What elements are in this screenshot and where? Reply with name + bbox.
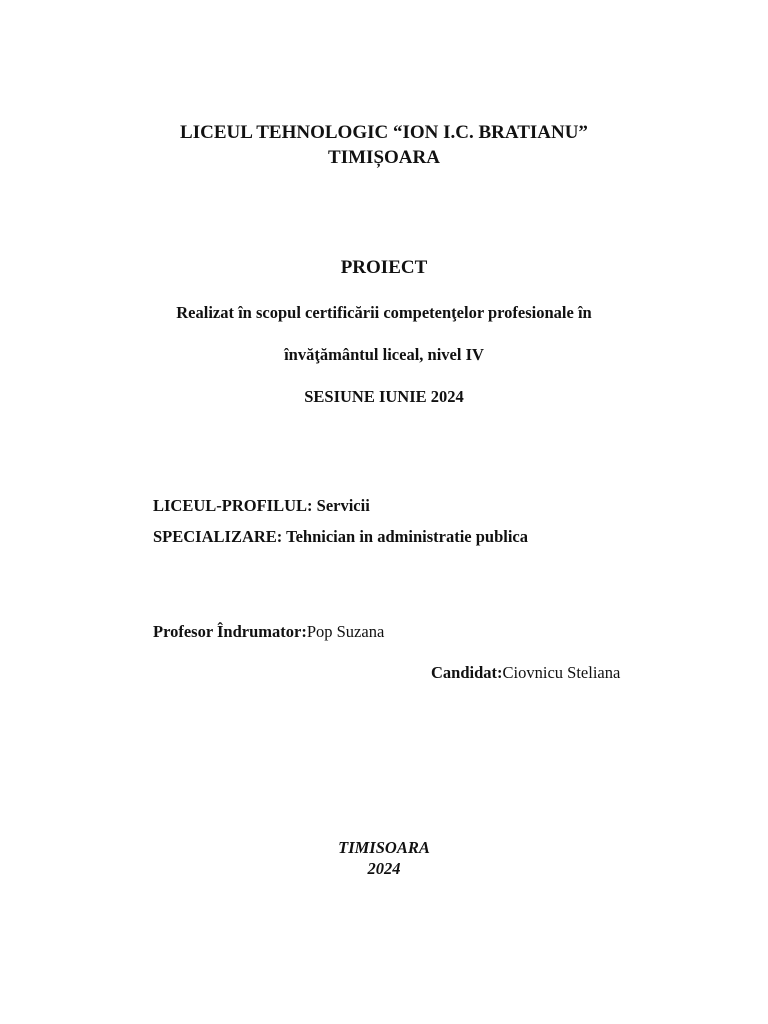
footer-year: 2024	[367, 859, 401, 878]
school-city: TIMIȘOARA	[328, 147, 440, 168]
specialization-label: SPECIALIZARE:	[153, 527, 283, 546]
subtitle-line-2: învăţământul liceal, nivel IV	[284, 345, 484, 364]
candidate-value: Ciovnicu Steliana	[502, 663, 621, 682]
profile-label: LICEUL-PROFILUL:	[153, 496, 313, 515]
teacher-value: Pop Suzana	[306, 622, 385, 641]
candidate-line	[431, 663, 620, 683]
profile-value: Servicii	[312, 496, 370, 515]
document-title: PROIECT	[340, 257, 428, 278]
teacher-line	[153, 622, 384, 642]
profile-line	[153, 496, 370, 516]
specialization-value: Tehnician in administratie publica	[282, 527, 529, 546]
footer-city: TIMISOARA	[338, 838, 430, 857]
teacher-label: Profesor Îndrumator:	[153, 622, 307, 641]
session: SESIUNE IUNIE 2024	[304, 387, 464, 406]
specialization-line	[153, 527, 528, 547]
school-name: LICEUL TEHNOLOGIC “ION I.C. BRATIANU”	[180, 122, 588, 143]
subtitle-line-1: Realizat în scopul certificării competenţelor profesionale în	[176, 303, 592, 322]
candidate-label: Candidat:	[431, 663, 503, 682]
